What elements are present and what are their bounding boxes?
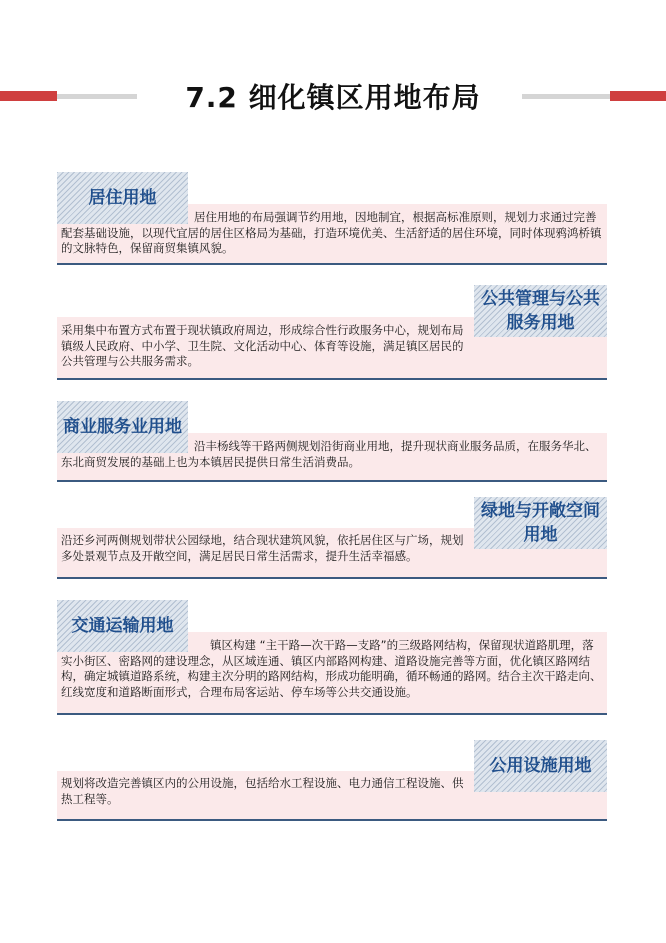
section-transport (57, 600, 607, 717)
page-title: 7.2 细化镇区用地布局 (185, 81, 481, 114)
section-body: 规划将改造完善镇区内的公用设施，包括给水工程设施、电力通信工程设施、供热工程等。 (61, 776, 464, 806)
section-body: 镇区构建 “主干路—次干路—支路”的三级路网结构，保留现状道路肌理，落实小街区、密路网的建设理念，从区域连通、镇区内部路网构建、道路设施完善等方面，优化镇区路网结构，确定城镇道路系统，构建主次分明的路网结构，形成功能明确，循环畅通的路网。结合主次干路走向、红线宽度和道路断面形式，合理布局客运站、停车场等公共交通设施。 (61, 638, 602, 699)
title-accent-right-gray (522, 94, 610, 99)
section-green-space (57, 497, 607, 581)
section-commercial (57, 401, 607, 484)
title-accent-left-red (0, 91, 57, 101)
section-heading: 公共管理与公共服务用地 (474, 285, 607, 337)
title-accent-left-gray (57, 94, 137, 99)
title-accent-right-red (610, 91, 666, 101)
section-residential (57, 172, 607, 267)
section-heading: 商业服务业用地 (57, 401, 188, 453)
section-body: 居住用地的布局强调节约用地，因地制宜，根据高标准原则，规划力求通过完善配套基础设施，以现代宜居的居住区格局为基础，打造环境优美、生活舒适的居住环境，同时体现鸦鸿桥镇的文脉特色，保留商贸集镇风貌。 (61, 210, 602, 255)
section-public-admin (57, 285, 607, 382)
section-heading: 绿地与开敞空间用地 (474, 497, 607, 549)
section-heading: 交通运输用地 (57, 600, 188, 652)
section-body: 采用集中布置方式布置于现状镇政府周边，形成综合性行政服务中心，规划布局镇级人民政府、中小学、卫生院、文化活动中心、体育等设施，满足镇区居民的公共管理与公共服务需求。 (61, 323, 464, 368)
section-body: 沿丰杨线等干路两侧规划沿街商业用地，提升现状商业服务品质，在服务华北、东北商贸发展的基础上也为本镇居民提供日常生活消费品。 (61, 439, 597, 469)
section-utilities (57, 740, 607, 823)
section-body: 沿还乡河两侧规划带状公园绿地，结合现状建筑风貌，依托居住区与广场，规划多处景观节点及开敞空间，满足居民日常生活需求，提升生活幸福感。 (61, 533, 464, 563)
section-heading: 公用设施用地 (474, 740, 607, 792)
section-heading: 居住用地 (57, 172, 188, 224)
